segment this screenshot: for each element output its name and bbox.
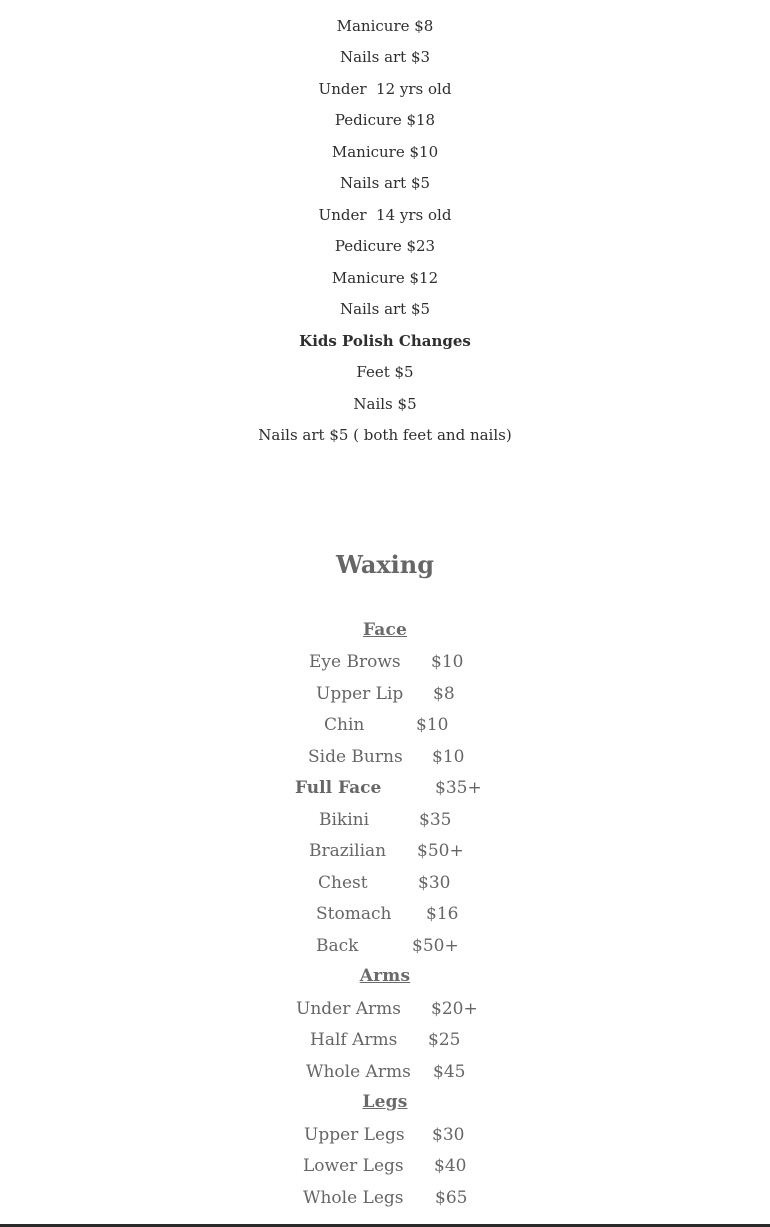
- price-row: [316, 683, 466, 705]
- price-row: [306, 1061, 471, 1083]
- price-row: [310, 1029, 470, 1051]
- price-row: [308, 746, 468, 768]
- kids-polish-line: Feet $5: [356, 363, 414, 381]
- service-name: Lower Legs: [303, 1156, 404, 1176]
- price-row: [309, 651, 469, 673]
- service-name: Upper Lip: [316, 684, 404, 704]
- service-price: $50+: [417, 841, 464, 861]
- service-price: $65: [435, 1188, 468, 1208]
- service-price: $30: [418, 873, 451, 893]
- price-row: [318, 872, 458, 894]
- kids-line: Nails art $5: [339, 174, 431, 192]
- kids-polish-line: Nails $5: [353, 395, 417, 413]
- kids-line: Pedicure $18: [334, 111, 436, 129]
- service-name: Brazilian: [309, 841, 387, 861]
- service-price: $8: [433, 684, 455, 704]
- service-name: Chin: [324, 715, 365, 735]
- price-row: [316, 903, 461, 925]
- kids-polish-heading: Kids Polish Changes: [299, 332, 471, 350]
- price-row: [296, 998, 481, 1020]
- service-name: Under Arms: [296, 999, 401, 1019]
- kids-age-heading: Under 14 yrs old: [318, 206, 452, 224]
- kids-age-heading: Under 12 yrs old: [318, 80, 452, 98]
- kids-line: Nails art $5: [339, 300, 431, 318]
- service-name: Whole Legs: [303, 1188, 404, 1208]
- price-row: [309, 840, 469, 862]
- waxing-title: Waxing: [335, 550, 435, 579]
- arms-heading: Arms: [359, 966, 411, 986]
- service-name: Upper Legs: [304, 1125, 405, 1145]
- face-heading: Face: [362, 620, 408, 640]
- service-price: $16: [426, 904, 459, 924]
- service-name: Stomach: [316, 904, 392, 924]
- service-name: Eye Brows: [309, 652, 401, 672]
- service-name: Half Arms: [310, 1030, 398, 1050]
- service-price: $50+: [412, 936, 459, 956]
- service-price: $20+: [431, 999, 478, 1019]
- kids-line: Manicure $12: [331, 269, 439, 287]
- price-row: [324, 714, 454, 736]
- price-row: [303, 1155, 473, 1177]
- price-row: [316, 935, 466, 957]
- service-price: $10: [431, 652, 464, 672]
- kids-line: Manicure $8: [336, 17, 434, 35]
- service-name: Whole Arms: [306, 1062, 411, 1082]
- service-name: Bikini: [319, 810, 370, 830]
- kids-line: Pedicure $23: [334, 237, 436, 255]
- legs-heading: Legs: [362, 1092, 408, 1112]
- service-price: $25: [428, 1030, 461, 1050]
- service-name: Back: [316, 936, 359, 956]
- price-row-full-face: [295, 777, 485, 799]
- kids-line: Nails art $3: [339, 48, 431, 66]
- service-price: $35: [419, 810, 452, 830]
- service-price: $40: [434, 1156, 467, 1176]
- service-name: Full Face: [295, 778, 382, 798]
- price-row: [319, 809, 459, 831]
- service-price: $10: [416, 715, 449, 735]
- service-name: Side Burns: [308, 747, 403, 767]
- kids-line: Manicure $10: [331, 143, 439, 161]
- service-price: $30: [432, 1125, 465, 1145]
- price-row: [303, 1187, 473, 1209]
- kids-polish-line: Nails art $5 ( both feet and nails): [258, 426, 512, 444]
- service-price: $45: [433, 1062, 466, 1082]
- service-price: $35+: [435, 778, 482, 798]
- price-row: [304, 1124, 474, 1146]
- service-name: Chest: [318, 873, 368, 893]
- service-price: $10: [432, 747, 465, 767]
